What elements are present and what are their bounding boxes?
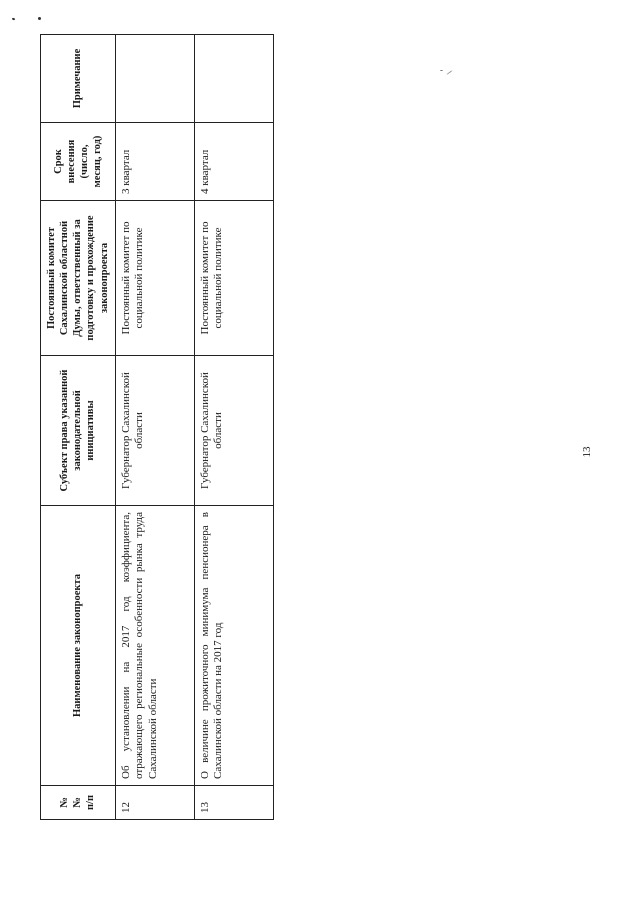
row-number: 13 [194,786,273,820]
submission-term: 4 квартал [194,123,273,201]
legislative-plan-table [40,34,274,820]
submission-term: 3 квартал [115,123,194,201]
initiative-subject: Губернатор Сахалинской области [194,356,273,506]
header-initiative-subject: Субъект права указанной законодательной инициативы [41,356,116,506]
bill-name: О величине прожиточного минимума пенсионера в Сахалинской области на 2017 год [194,506,273,786]
row-number: 12 [115,786,194,820]
header-submission-term: Срок внесения (число, месяц, год) [41,123,116,201]
table-row [115,35,194,820]
note-cell [194,35,273,123]
note-cell [115,35,194,123]
scan-mark [38,17,41,20]
table-row [194,35,273,820]
bill-name: Об установлении на 2017 год коэффициента, отражающего региональные особенности рынка труда Сахалинской области [115,506,194,786]
rotated-table-container [40,35,250,820]
header-bill-name: Наименование законопроекта [41,506,116,786]
scan-mark [446,70,452,75]
header-number: № № п/п [41,786,116,820]
scan-mark [12,18,16,21]
header-responsible-committee: Постоянный комитет Сахалинской областной Думы, ответственный за подготовку и прохождение законопроекта [41,201,116,356]
table-header-row [41,35,116,820]
responsible-committee: Постоянный комитет по социальной политике [194,201,273,356]
scan-mark [440,70,443,71]
header-note: Примечание [41,35,116,123]
page-number: 13 [581,446,593,458]
initiative-subject: Губернатор Сахалинской области [115,356,194,506]
responsible-committee: Постоянный комитет по социальной политике [115,201,194,356]
